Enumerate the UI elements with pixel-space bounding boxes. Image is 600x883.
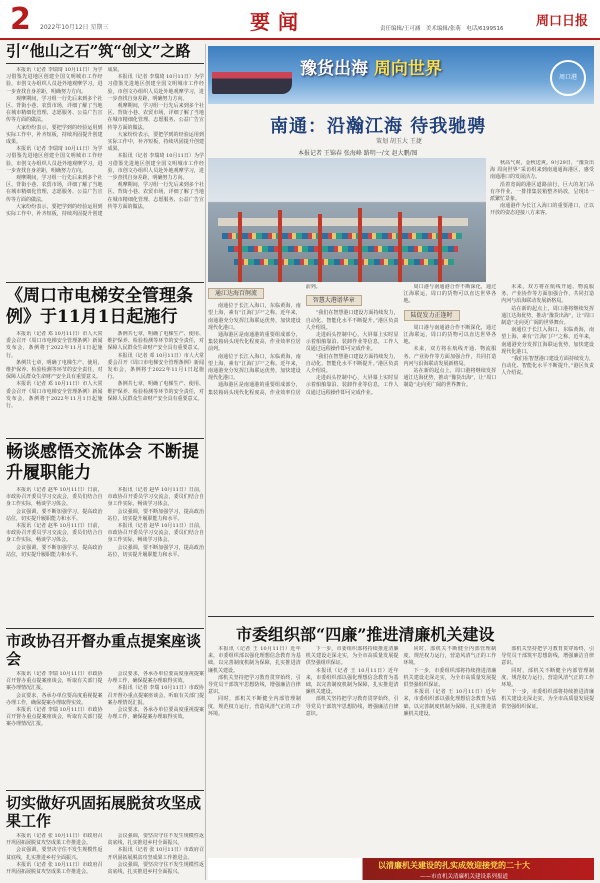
article-body	[208, 646, 594, 854]
paragraph: 本报讯（记者 张 10月11日）市政府召开巩固拓展脱贫攻坚成果工作推进会。	[6, 861, 103, 876]
divider	[6, 790, 204, 791]
paragraph: 走进码头控制中心，大屏幕上实时显示着船舶靠泊、装卸作业等信息，工作人员通过远程操作即可完成作业。	[305, 375, 399, 396]
port-photo	[208, 158, 486, 282]
paragraph: 通海港区是南通港的重要组成部分，集装箱码头现代化程度高，作业效率位居前列。	[208, 332, 301, 353]
divider	[208, 616, 594, 617]
paragraph: 同时，部机关不断健全内部管理制度，规范权力运行，营造风清气正的工作环境。	[403, 646, 497, 667]
paragraph: 站在新的起点上，周口港将继续发挥通江达海优势，推动“豫货出海”，让“周口制造”走向更广阔的世界舞台。	[403, 368, 497, 389]
main-subtitle: 策划 胡玉大 王捷	[376, 138, 422, 145]
crane	[318, 214, 322, 282]
container-row	[234, 259, 454, 265]
sub-heading: 智慧大港谱华章	[306, 295, 362, 306]
paragraph: 秋高气爽，金秋送爽。9月29日，“豫货出海 周向世界”采访组来到南通通海港区，感受南通港口的发展活力。	[490, 160, 594, 181]
paragraph: 本报讯（记者 李瑞 10月11日）市政协召开督办重点提案座谈会，听取有关部门提案办理情况汇报。	[107, 685, 204, 706]
paragraph: 同时，部机关不断健全内部管理制度，规范权力运行，营造风清气正的工作环境。	[208, 696, 301, 717]
paragraph: 条例共七章，明确了电梯生产、使用、维护保养、检验检测等环节的安全责任，对保障人民群众生命财产安全具有重要意义。	[6, 359, 103, 381]
crane	[358, 208, 362, 282]
page-number: 2	[10, 2, 31, 37]
series-banner	[208, 46, 594, 104]
divider	[6, 438, 204, 439]
lead-text	[490, 160, 594, 284]
port-logo: 周口港	[550, 60, 586, 96]
dock	[218, 218, 468, 226]
paragraph: “我们在智慧港口建设方面持续发力，自动化、智能化水平不断提升。”港区负责人介绍说。	[305, 353, 399, 375]
crane	[278, 210, 282, 282]
paragraph: 本报讯（记者 李瑞琦 10月11日）为学习借鉴先进地区创建全国文明城市工作经验，市创文办组织人员赴外地观摩学习，进一步查找自身差距，明确努力方向。	[6, 67, 103, 95]
paragraph: 本报讯（记者 李瑞 10月11日）市政协召开督办重点提案座谈会，听取有关部门提案办理情况汇报。	[6, 707, 103, 728]
paragraph: 沿着宽阔的港区道路前行，巨大的龙门吊有序作业，一排排集装箱整齐码放，呈现出一派繁忙景象。	[490, 181, 594, 203]
paragraph: 周口港与南通港合作不断深化，通过江海联运，周口的货物可以直达世界各地。	[403, 324, 497, 346]
paragraph: 本报讯（记者 王 10月11日）近年来，市委组织部以强化理想信念教育为基础，以完善制度机制为保障，扎实推进清廉机关建设。	[305, 667, 399, 696]
left-column	[6, 42, 204, 883]
paragraph: 本报讯（记者 邓 10月11日）市人大常委会召开《周口市电梯安全管理条例》新闻发布会，条例将于2022年11月1日起施行。	[6, 331, 103, 359]
paragraph: 本报讯（记者 赵华 10月11日）日前，市政协召开委员学习交流会，委员们结合自身工作实际，畅谈学习体会。	[6, 487, 103, 508]
main-article	[208, 284, 594, 614]
paragraph: 会议强调，要不断加强学习，提高政治站位，切实提升履职能力和水平。	[107, 544, 204, 558]
paragraph: 周口港与南通港合作不断深化，通过江海联运，周口的货物可以直达世界各地。	[403, 284, 497, 305]
paragraph: 南通位于长江入海口，东临黄海，南望上海，素有“江海门户”之称。近年来，南通港充分发挥江海联运优势，加快建设现代化港口。	[501, 327, 594, 355]
paragraph: 站在新的起点上，周口港将继续发挥通江达海优势，推动“豫货出海”，让“周口制造”走向更广阔的世界舞台。	[501, 305, 594, 327]
paragraph: 会议要求，各承办单位要高度重视提案办理工作，确保提案办理取得实效。	[6, 692, 103, 706]
paragraph: 部机关坚持把学习教育贯穿始终，引导党员干部筑牢思想防线，增强廉洁自律意识。	[305, 696, 399, 717]
article-title: 《周口市电梯安全管理条例》于11月1日起施行	[6, 286, 193, 327]
editor-credits: 责任编辑/王可涵 美术编辑/张萌 电话/6199516	[380, 26, 504, 32]
paragraph: 本报讯（记者 王 10月11日）近年来，市委组织部以强化理想信念教育为基础，以完善制度机制为保障，扎实推进清廉机关建设。	[208, 646, 301, 674]
paragraph: 本报讯（记者 赵华 10月11日）日前，市政协召开委员学习交流会，委员们结合自身工作实际，畅谈学习体会。	[107, 523, 204, 544]
paragraph: 下一步，市委组织部将持续推进清廉机关建设走深走实，为全市高质量发展提供坚强组织保证。	[305, 646, 399, 667]
paragraph: 大家纷纷表示，要把学到的经验运用到实际工作中，补齐短板，持续巩固提升创建成果。	[6, 67, 123, 218]
article-body	[6, 833, 204, 883]
article-title: 市委组织部“四廉”推进清廉机关建设	[236, 625, 495, 644]
paragraph: 部机关坚持把学习教育贯穿始终，引导党员干部筑牢思想防线，增强廉洁自律意识。	[501, 646, 594, 667]
container-row	[228, 246, 458, 252]
paragraph: 本报讯（记者 李瑞琦 10月11日）为学习借鉴先进地区创建全国文明城市工作经验，市创文办组织人员赴外地观摩学习，进一步查找自身差距，明确努力方向。	[6, 146, 103, 174]
main-byline: 本报记者 王锦春 张海峰 路明一/文 赵大鹏/图	[298, 150, 418, 157]
paragraph: “我们在智慧港口建设方面持续发力，自动化、智能化水平不断提升。”港区负责人介绍说。	[305, 310, 399, 331]
article-title: 市政协召开督办重点提案座谈会	[6, 632, 202, 668]
paragraph: 本报讯（记者 王 10月11日）近年来，市委组织部以强化理想信念教育为基础，以完善制度机制为保障，扎实推进清廉机关建设。	[403, 689, 497, 717]
paragraph: 下一步，市委组织部将持续推进清廉机关建设走深走实，为全市高质量发展提供坚强组织保证。	[501, 689, 594, 710]
paragraph: 走进码头控制中心，大屏幕上实时显示着船舶靠泊、装卸作业等信息，工作人员通过远程操作即可完成作业。	[305, 332, 399, 353]
paragraph: 大家纷纷表示，要把学到的经验运用到实际工作中，补齐短板，持续巩固提升创建成果。	[6, 124, 103, 146]
paragraph: 大家纷纷表示，要把学到的经验运用到实际工作中，补齐短板，持续巩固提升创建成果。	[107, 131, 204, 153]
paragraph: 南通港作为长江入海口的重要港口，正以开放的姿态迎接八方来客。	[490, 203, 594, 217]
paragraph: 会议强调，要坚决守住不发生规模性返贫底线，扎实推进乡村全面振兴。	[6, 847, 103, 861]
footer-banner-title: 以清廉机关建设的扎实成效迎接党的二十大	[378, 861, 530, 870]
paragraph: 本报讯（记者 张 10月11日）市政府召开巩固拓展脱贫攻坚成果工作推进会。	[6, 833, 103, 847]
paragraph: 部机关坚持把学习教育贯穿始终，引导党员干部筑牢思想防线，增强廉洁自律意识。	[208, 674, 301, 696]
issue-date: 2022年10月12日 星期三	[40, 24, 109, 31]
paragraph: 本报讯（记者 张 10月11日）市政府召开巩固拓展脱贫攻坚成果工作推进会。	[107, 847, 204, 861]
divider	[6, 628, 204, 629]
paragraph: 本报讯（记者 邓 10月11日）市人大常委会召开《周口市电梯安全管理条例》新闻发布会，条例将于2022年11月1日起施行。	[107, 352, 204, 381]
paragraph: 本报讯（记者 赵华 10月11日）日前，市政协召开委员学习交流会，委员们结合自身工作实际，畅谈学习体会。	[107, 487, 204, 508]
banner-title-a: 豫货出海	[300, 59, 368, 79]
banner-title-b: 周向世界	[373, 59, 442, 79]
paragraph: 会议要求，各承办单位要高度重视提案办理工作，确保提案办理取得实效。	[107, 707, 204, 721]
column-divider	[205, 44, 206, 880]
banner-title	[300, 54, 442, 79]
paragraph: 会议强调，要坚决守住不发生规模性返贫底线，扎实推进乡村全面振兴。	[107, 833, 204, 847]
newspaper-logo: 周口日报	[536, 14, 589, 29]
paragraph: 本报讯（记者 邓 10月11日）市人大常委会召开《周口市电梯安全管理条例》新闻发布会，条例将于2022年11月1日起施行。	[6, 381, 103, 410]
paragraph: 观摩期间，学习组一行先后来到多个社区、背街小巷、农贸市场，详细了解了当地在城市精细化管理、志愿服务、公益广告宣传等方面的做法。	[6, 95, 103, 124]
paragraph: 观摩期间，学习组一行先后来到多个社区、背街小巷、农贸市场，详细了解了当地在城市精细化管理、志愿服务、公益广告宣传等方面的做法。	[6, 175, 103, 203]
paragraph: 会议强调，要不断加强学习，提高政治站位，切实提升履职能力和水平。	[107, 508, 204, 522]
paragraph: 南通位于长江入海口，东临黄海，南望上海，素有“江海门户”之称。近年来，南通港充分发挥江海联运优势，加快建设现代化港口。	[208, 353, 301, 382]
article-body	[6, 67, 204, 279]
paragraph: 南通位于长江入海口，东临黄海，南望上海，素有“江海门户”之称。近年来，南通港充分发挥江海联运优势，加快建设现代化港口。	[208, 303, 301, 331]
crane	[238, 212, 242, 282]
article-body	[6, 487, 204, 625]
paragraph: 本报讯（记者 李瑞琦 10月11日）为学习借鉴先进地区创建全国文明城市工作经验，市创文办组织人员赴外地观摩学习，进一步查找自身差距，明确努力方向。	[107, 153, 204, 182]
article-title: 引“他山之石”筑“创文”之路	[6, 42, 191, 60]
paragraph: 观摩期间，学习组一行先后来到多个社区、背街小巷、农贸市场，详细了解了当地在城市精细化管理、志愿服务、公益广告宣传等方面的做法。	[107, 103, 204, 131]
paragraph: 观摩期间，学习组一行先后来到多个社区、背街小巷、农贸市场，详细了解了当地在城市精细化管理、志愿服务、公益广告宣传等方面的做法。	[107, 182, 204, 210]
section-title: 要闻	[250, 10, 306, 34]
paragraph: 条例共七章，明确了电梯生产、使用、维护保养、检验检测等环节的安全责任，对保障人民群众生命财产安全具有重要意义。	[107, 381, 204, 402]
cargo-ship-graphic	[212, 72, 292, 94]
paragraph: 会议要求，各承办单位要高度重视提案办理工作，确保提案办理取得实效。	[107, 671, 204, 685]
paragraph: 会议强调，要不断加强学习，提高政治站位，切实提升履职能力和水平。	[6, 544, 103, 558]
paragraph: 未来，双方将在航线开通、物流服务、产业协作等方面加强合作，共同打造内河与沿海联动发展新格局。	[403, 346, 497, 367]
article-body	[6, 331, 204, 435]
article-body	[6, 671, 204, 787]
paragraph: 条例共七章，明确了电梯生产、使用、维护保养、检验检测等环节的安全责任，对保障人民群众生命财产安全具有重要意义。	[107, 331, 204, 352]
paragraph: 通海港区是南通港的重要组成部分，集装箱码头现代化程度高，作业效率位居前列。	[208, 284, 321, 396]
article-title: 畅谈感悟交流体会 不断提升履职能力	[6, 442, 199, 483]
sub-heading: 陆促发力正逢时	[404, 310, 460, 321]
sub-heading: 通江达海百舸流	[208, 288, 264, 299]
article-title: 切实做好巩固拓展脱贫攻坚成果工作	[6, 794, 202, 830]
paragraph: 本报讯（记者 赵华 10月11日）日前，市政协召开委员学习交流会，委员们结合自身工作实际，畅谈学习体会。	[6, 523, 103, 544]
paragraph: 会议强调，要坚决守住不发生规模性返贫底线，扎实推进乡村全面振兴。	[107, 861, 204, 876]
crane	[438, 216, 442, 282]
paragraph: “我们在智慧港口建设方面持续发力，自动化、智能化水平不断提升。”港区负责人介绍说。	[501, 356, 594, 377]
paragraph: 同时，部机关不断健全内部管理制度，规范权力运行，营造风清气正的工作环境。	[501, 667, 594, 689]
footer-banner-subtitle: ——市直机关清廉机关建设系列报道	[420, 874, 509, 880]
divider	[6, 282, 204, 283]
paragraph: 未来，双方将在航线开通、物流服务、产业协作等方面加强合作，共同打造内河与沿海联动发展新格局。	[501, 284, 594, 305]
divider	[6, 63, 204, 64]
main-headline: 南通：沿瀚江海 待我驰骋	[270, 116, 487, 137]
paragraph: 本报讯（记者 李瑞琦 10月11日）为学习借鉴先进地区创建全国文明城市工作经验，市创文办组织人员赴外地观摩学习，进一步查找自身差距，明确努力方向。	[107, 74, 204, 102]
paragraph: 下一步，市委组织部将持续推进清廉机关建设走深走实，为全市高质量发展提供坚强组织保证。	[403, 667, 497, 689]
paragraph: 本报讯（记者 李瑞 10月11日）市政协召开督办重点提案座谈会，听取有关部门提案办理情况汇报。	[6, 671, 103, 692]
paragraph: 会议强调，要不断加强学习，提高政治站位，切实提升履职能力和水平。	[6, 508, 103, 522]
container-row	[222, 233, 462, 239]
crane	[398, 212, 402, 282]
